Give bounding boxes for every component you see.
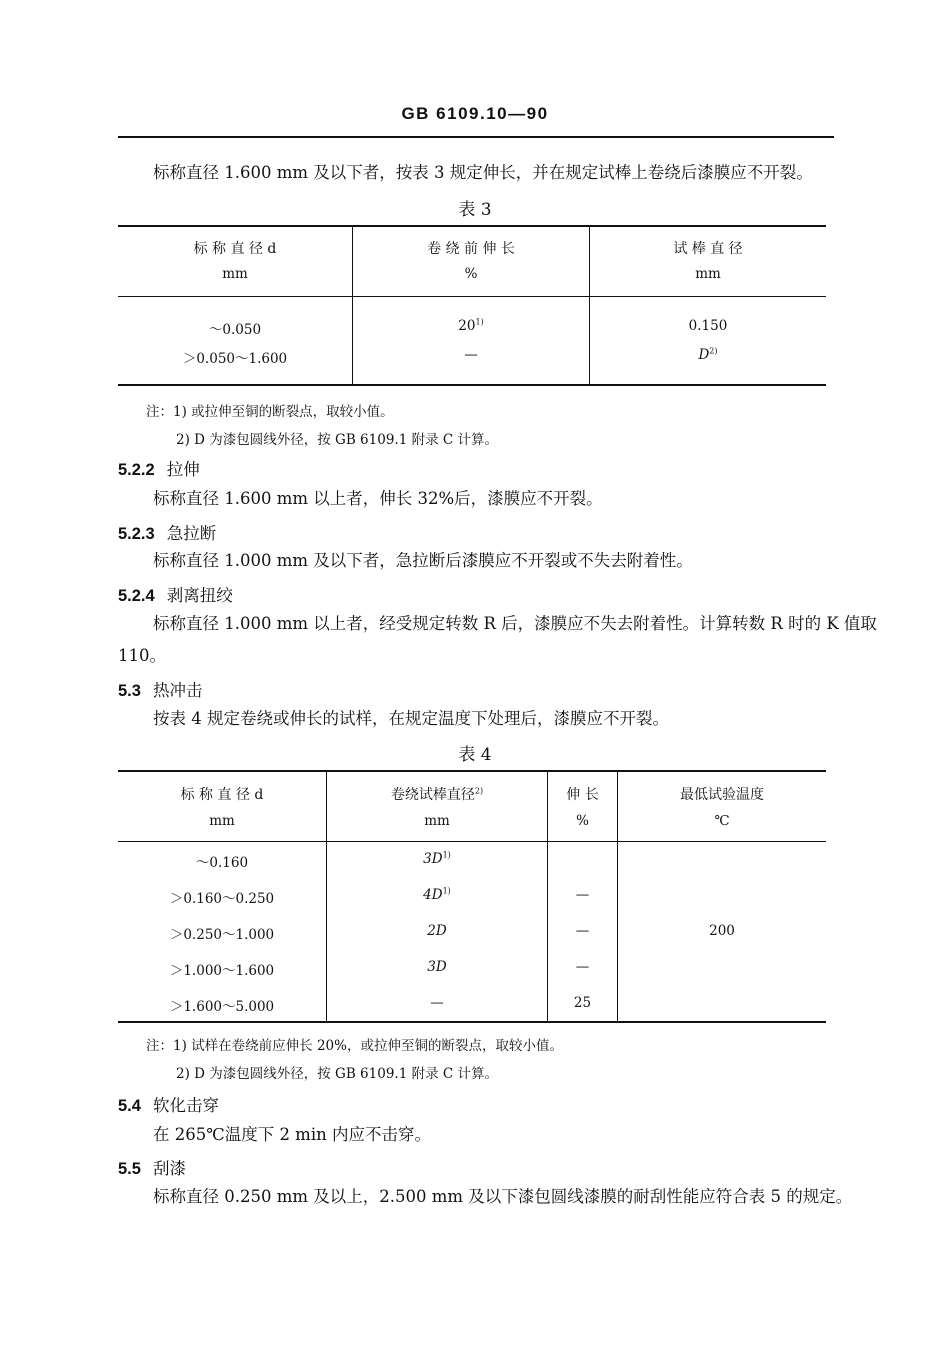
section-5-2-3-body: 标称直径 1.000 mm 及以下者，急拉断后漆膜应不开裂或不失去附着性。 (153, 551, 693, 570)
table4-row2-diameter: ＞0.160～0.250 (169, 891, 275, 907)
table4-bottom-rule (118, 1021, 826, 1023)
table4-note-1: 注：1) 试样在卷绕前应伸长 20%，或拉伸至铜的断裂点，取较小值。 (146, 1038, 563, 1054)
table4-row4-elongation: — (575, 959, 590, 975)
section-5-5-body: 标称直径 0.250 mm 及以上，2.500 mm 及以下漆包圆线漆膜的耐刮性能应符合表 5 的规定。 (153, 1187, 853, 1206)
table4-header-rule (118, 841, 826, 842)
table3-col2-header: 卷 绕 前 伸 长 (427, 241, 515, 257)
table3-note-2: 2) D 为漆包圆线外径，按 GB 6109.1 附录 C 计算。 (176, 432, 498, 448)
table3-row2-rod: $D^{2)}$ (698, 346, 718, 363)
section-5-3-body: 按表 4 规定卷绕或伸长的试样，在规定温度下处理后，漆膜应不开裂。 (153, 709, 669, 728)
section-5-2-2-heading: 5.2.2 拉伸 (118, 460, 200, 479)
table3-row1-diameter: ～0.050 (208, 322, 262, 338)
section-5-2-3-heading: 5.2.3 急拉断 (118, 524, 217, 543)
table3-col1-unit: mm (222, 266, 248, 282)
table4-row4-diameter: ＞1.000～1.600 (169, 963, 275, 979)
table3-col2-unit: % (464, 266, 478, 282)
section-5-2-2-body: 标称直径 1.600 mm 以上者，伸长 32%后，漆膜应不开裂。 (153, 489, 603, 508)
table3-row2-elongation: — (464, 347, 478, 363)
table4-temperature: 200 (709, 923, 735, 939)
table3-row1-elongation: 20$^{1)}$ (458, 317, 484, 334)
table4-row4-rod: 3D (427, 959, 447, 975)
header-rule (118, 136, 834, 138)
intro-paragraph: 标称直径 1.600 mm 及以下者，按表 3 规定伸长，并在规定试棒上卷绕后漆膜应不开裂。 (153, 163, 813, 182)
table3-col3-header: 试 棒 直 径 (673, 241, 743, 257)
section-5-2-4-body-line2: 110。 (118, 646, 166, 665)
table4-note-2: 2) D 为漆包圆线外径，按 GB 6109.1 附录 C 计算。 (176, 1066, 498, 1082)
section-5-5-heading: 5.5 刮漆 (118, 1159, 186, 1178)
table3-col1-header: 标 称 直 径 d (193, 241, 277, 257)
table4-col3-unit: % (576, 813, 589, 829)
table4-row5-rod: — (430, 995, 444, 1011)
table3-note-1: 注：1) 或拉伸至铜的断裂点，取较小值。 (146, 404, 394, 420)
table4-row5-elongation: 25 (573, 995, 592, 1011)
table4-col4-unit: ℃ (714, 813, 730, 829)
table4-col1-unit: mm (209, 813, 235, 829)
table4-row2-elongation: — (575, 887, 590, 903)
section-5-2-4-heading: 5.2.4 剥离扭绞 (118, 586, 233, 605)
table4-col2-unit: mm (424, 813, 450, 829)
section-5-3-heading: 5.3 热冲击 (118, 681, 203, 700)
table4-col4-header: 最低试验温度 (680, 787, 764, 803)
table3-row1-rod: 0.150 (688, 318, 728, 334)
section-5-4-heading: 5.4 软化击穿 (118, 1096, 219, 1115)
table3-col3-unit: mm (695, 266, 721, 282)
table4-vline-3 (617, 771, 618, 1021)
table3-caption: 表 3 (458, 200, 492, 220)
table4-row5-diameter: ＞1.600～5.000 (169, 999, 275, 1015)
table4-row3-rod: 2D (427, 923, 447, 939)
table3-bottom-rule (118, 384, 826, 386)
table4-col1-header: 标 称 直 径 d (180, 787, 264, 803)
table3-header-rule (118, 296, 826, 297)
table4-row2-rod: $4D^{1)}$ (423, 886, 451, 903)
table4-col3-header: 伸 长 (566, 787, 599, 803)
section-5-4-body: 在 265℃温度下 2 min 内应不击穿。 (153, 1125, 431, 1144)
table4-row3-elongation: — (575, 923, 590, 939)
table3-row2-diameter: ＞0.050～1.600 (182, 351, 288, 367)
table4-caption: 表 4 (458, 745, 492, 765)
table4-row1-rod: $3D^{1)}$ (423, 850, 451, 867)
section-5-2-4-body-line1: 标称直径 1.000 mm 以上者，经受规定转数 R 后，漆膜应不失去附着性。计算转数 R 时的 K 值取 (153, 614, 877, 633)
table4-row3-diameter: ＞0.250～1.000 (169, 927, 275, 943)
table4-col2-header: 卷绕试棒直径$^{2)}$ (390, 786, 484, 803)
table4-top-rule (118, 770, 826, 772)
table4-row1-diameter: ～0.160 (195, 855, 249, 871)
standard-number: GB 6109.10—90 (401, 104, 549, 123)
table3-top-rule (118, 225, 826, 227)
